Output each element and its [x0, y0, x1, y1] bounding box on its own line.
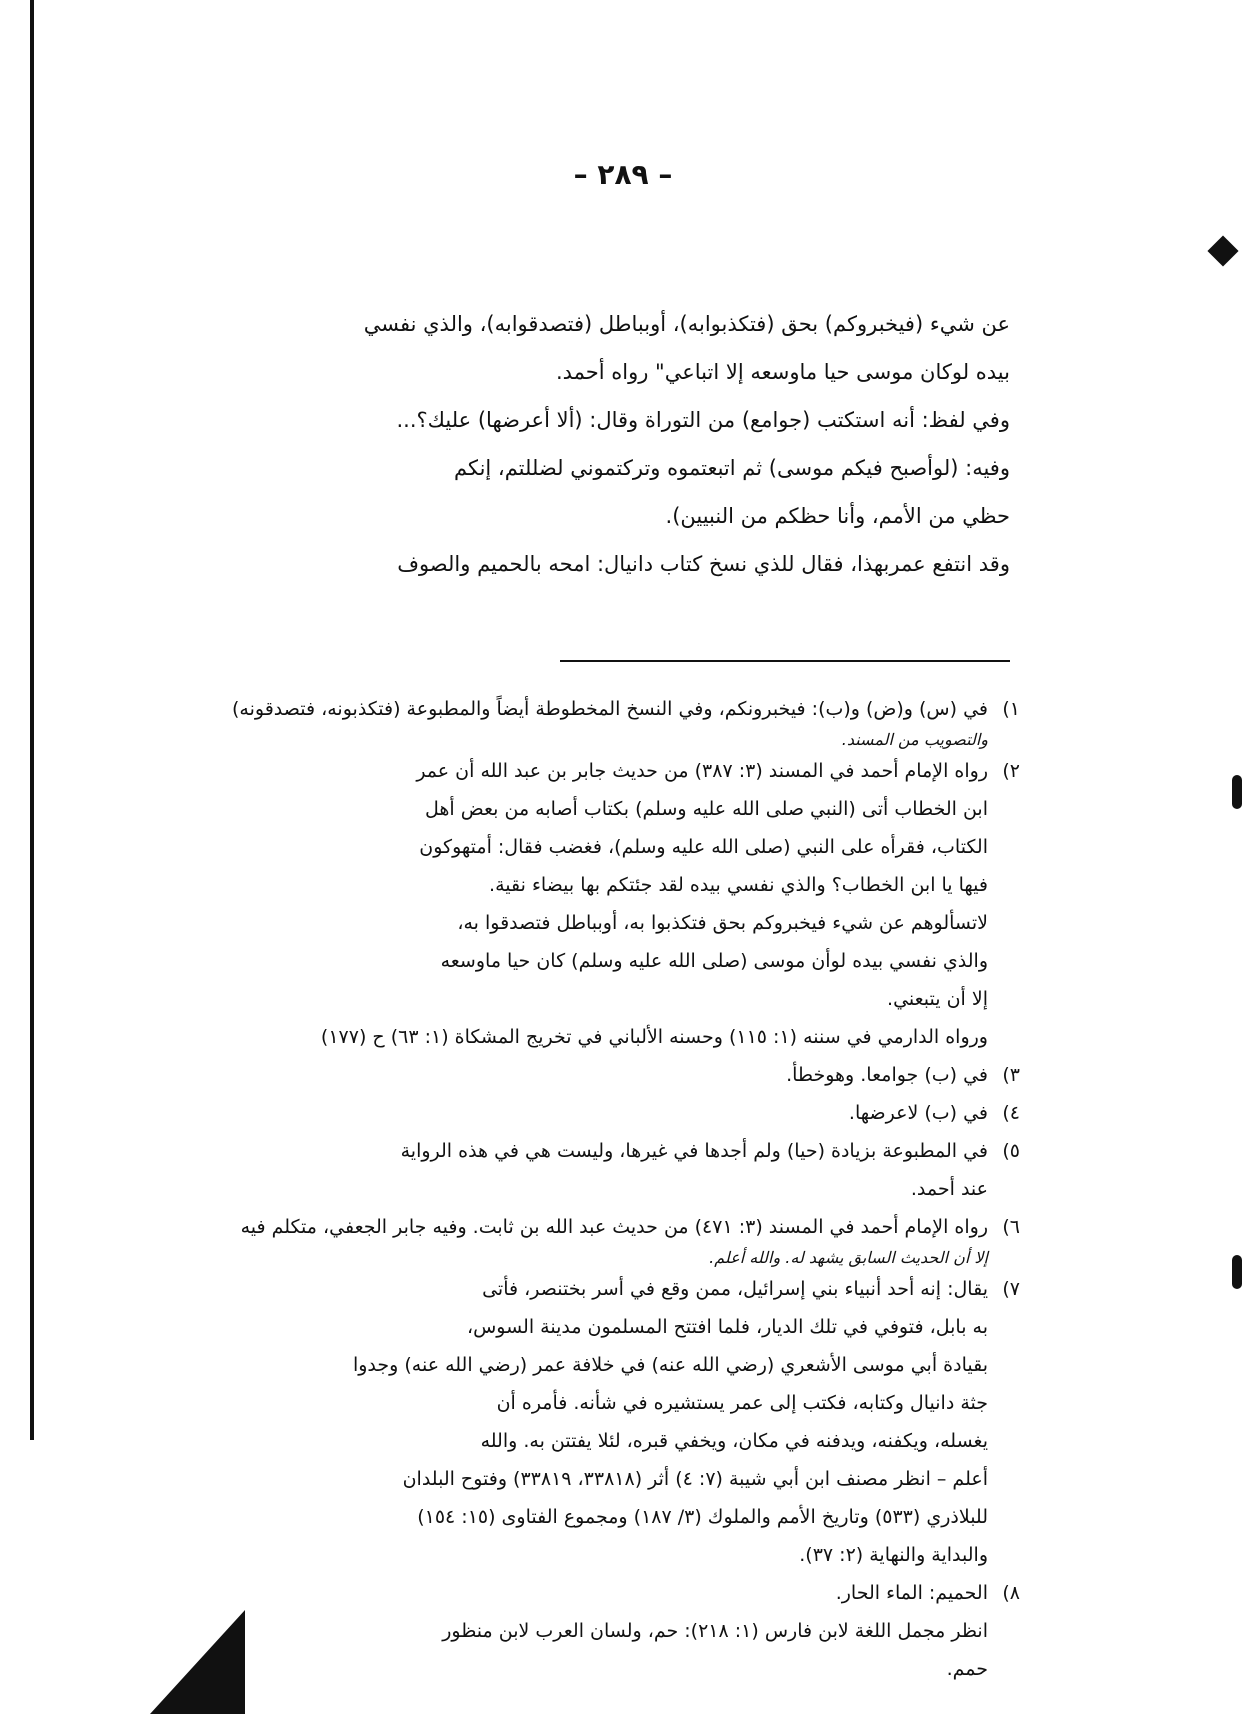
footnote-line: لاتسألوهم عن شيء فيخبروكم بحق فتكذبوا به، أوبباطل فتصدقوا به، [457, 912, 988, 934]
footnote-line: رواه الإمام أحمد في المسند (٣: ٤٧١) من حديث عبد الله بن ثابت. وفيه جابر الجعفي، متكلم فيه [240, 1216, 988, 1238]
footnote-line: جثة دانيال وكتابه، فكتب إلى عمر يستشيره في شأنه. فأمره أن [496, 1392, 988, 1414]
footnote-number: ٦) [1002, 1216, 1020, 1238]
footnote-text [90, 1094, 988, 1132]
footnote-number: ١) [1002, 698, 1020, 720]
footnote-line: ابن الخطاب أتى (النبي صلى الله عليه وسلم) بكتاب أصابه من بعض أهل [424, 798, 988, 820]
footnote-line: أعلم – انظر مصنف ابن أبي شيبة (٧: ٤) أثر (٣٣٨١٨، ٣٣٨١٩) وفتوح البلدان [402, 1468, 988, 1490]
footnote-line: في (ب) جوامعا. وهوخطأ. [786, 1064, 988, 1086]
footnote-number: ٨) [1002, 1582, 1020, 1604]
footnote-line: بقيادة أبي موسى الأشعري (رضي الله عنه) في خلافة عمر (رضي الله عنه) وجدوا [352, 1354, 988, 1376]
footnote-text [90, 1056, 988, 1094]
handwritten-note: والتصويب من المسند. [841, 730, 988, 749]
footnote-line: الكتاب، فقرأه على النبي (صلى الله عليه وسلم)، فغضب فقال: أمتهوكون [419, 836, 988, 858]
footnote-6 [90, 1208, 1020, 1270]
footnote-2 [90, 752, 1020, 1056]
main-text-line: حظي من الأمم، وأنا حظكم من النبيين). [665, 504, 1010, 528]
footnote-line: في المطبوعة بزيادة (حيا) ولم أجدها في غيرها، وليست هي في هذه الرواية [400, 1140, 988, 1162]
footnote-4 [90, 1094, 1020, 1132]
footnotes [90, 690, 1020, 1688]
footnote-number: ٣) [1002, 1064, 1020, 1086]
scan-edge-mark [1232, 775, 1242, 809]
footnote-line: به بابل، فتوفي في تلك الديار، فلما افتتح المسلمون مدينة السوس، [466, 1316, 988, 1338]
footnote-text [90, 1208, 988, 1270]
footnote-line: حمم. [946, 1658, 988, 1680]
handwritten-note: إلا أن الحديث السابق يشهد له. والله أعلم. [709, 1248, 988, 1267]
footnote-line: إلا أن يتبعني. [887, 988, 988, 1010]
main-text [158, 300, 1010, 588]
footnote-text [90, 1270, 988, 1574]
footnote-1 [90, 690, 1020, 752]
footnote-number: ٢) [1002, 760, 1020, 782]
footnote-5 [90, 1132, 1020, 1208]
footnote-8 [90, 1574, 1020, 1688]
footnote-line: في (س) و(ض) و(ب): فيخبرونكم، وفي النسخ المخطوطة أيضاً والمطبوعة (فتكذبونه، فتصدقونه) [232, 698, 988, 720]
scan-left-border [30, 0, 34, 1440]
main-text-line: وفي لفظ: أنه استكتب (جوامع) من التوراة وقال: (ألا أعرضها) عليك؟... [396, 408, 1010, 432]
footnote-text [90, 1574, 988, 1688]
footnote-line: والذي نفسي بيده لوأن موسى (صلى الله عليه وسلم) كان حيا ماوسعه [440, 950, 988, 972]
footnote-line: رواه الإمام أحمد في المسند (٣: ٣٨٧) من حديث جابر بن عبد الله أن عمر [416, 760, 988, 782]
footnote-line: للبلاذري (٥٣٣) وتاريخ الأمم والملوك (٣/ ١٨٧) ومجموع الفتاوى (١٥: ١٥٤) [417, 1506, 988, 1528]
footnote-separator [560, 660, 1010, 662]
footnote-number: ٧) [1002, 1278, 1020, 1300]
footnote-7 [90, 1270, 1020, 1574]
footnote-number: ٥) [1002, 1140, 1020, 1162]
footnote-line: انظر مجمل اللغة لابن فارس (١: ٢١٨): حم، ولسان العرب لابن منظور [442, 1620, 988, 1642]
footnote-text [90, 1132, 988, 1208]
footnote-line: في (ب) لاعرضها. [848, 1102, 988, 1124]
footnote-line: فيها يا ابن الخطاب؟ والذي نفسي بيده لقد جئتكم بها بيضاء نقية. [489, 874, 988, 896]
main-text-line: بيده لوكان موسى حيا ماوسعه إلا اتباعي" رواه أحمد. [555, 360, 1010, 384]
footnote-line: عند أحمد. [910, 1178, 988, 1200]
footnote-text [90, 690, 988, 752]
main-text-line: وفيه: (لوأصبح فيكم موسى) ثم اتبعتموه وتركتموني لضللتم، إنكم [454, 456, 1010, 480]
footnote-line: يغسله، ويكفنه، ويدفنه في مكان، ويخفي قبره، لئلا يفتتن به. والله [480, 1430, 988, 1452]
page-number: – ٢٨٩ – [573, 158, 673, 191]
main-text-line: عن شيء (فيخبروكم) بحق (فتكذبوابه)، أوبباطل (فتصدقوابه)، والذي نفسي [363, 312, 1010, 336]
footnote-line: الحميم: الماء الحار. [835, 1582, 988, 1604]
footnote-number: ٤) [1002, 1102, 1020, 1124]
scan-smudge-mark [1207, 235, 1238, 266]
footnote-line: ورواه الدارمي في سننه (١: ١١٥) وحسنه الألباني في تخريج المشكاة (١: ٦٣) ح (١٧٧) [320, 1026, 988, 1048]
main-text-line: وقد انتفع عمربهذا، فقال للذي نسخ كتاب دانيال: امحه بالحميم والصوف [397, 552, 1010, 576]
scan-edge-mark [1232, 1255, 1242, 1289]
footnote-text [90, 752, 988, 1056]
footnote-3 [90, 1056, 1020, 1094]
footnote-line: والبداية والنهاية (٢: ٣٧). [799, 1544, 988, 1566]
footnote-line: يقال: إنه أحد أنبياء بني إسرائيل، ممن وقع في أسر بختنصر، فأتى [482, 1278, 988, 1300]
